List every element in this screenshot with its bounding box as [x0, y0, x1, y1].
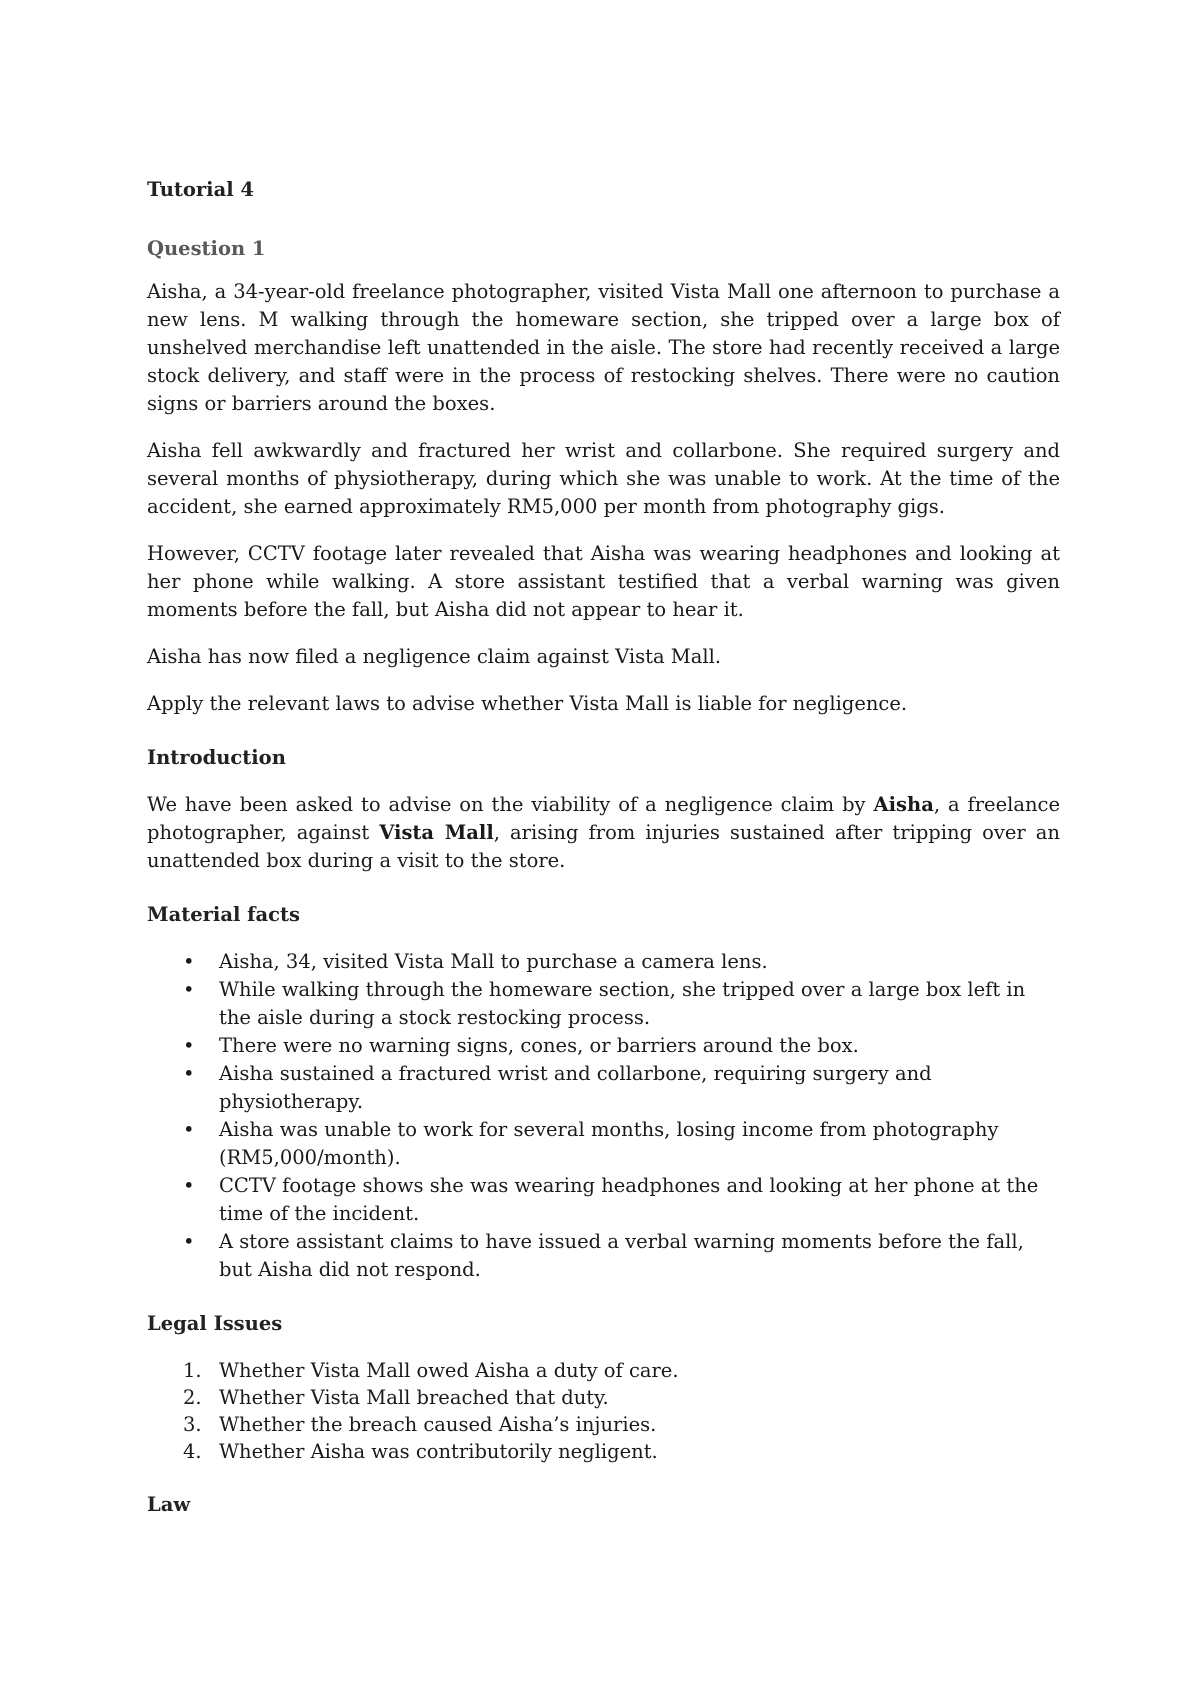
list-item [147, 1032, 1060, 1060]
list-item-text: Aisha was unable to work for several months, losing income from photography (RM5,000/month). [219, 1118, 999, 1169]
list-number: 1. [183, 1359, 202, 1382]
bullet-icon: • [183, 1174, 195, 1197]
list-item-text: There were no warning signs, cones, or barriers around the box. [219, 1034, 859, 1057]
list-item [147, 948, 1060, 976]
legal-issues-list [147, 1357, 1060, 1465]
question-paragraph: However, CCTV footage later revealed that Aisha was wearing headphones and looking at her phone while walking. A store assistant testified that a verbal warning was given moments before the fall, but Aisha did not appear to hear it. [147, 542, 1060, 621]
intro-text: , arising from injuries sustained after tripping over an unattended box during a visit to the store. [147, 821, 1060, 872]
list-item [147, 976, 1060, 1032]
list-item [147, 1411, 1060, 1438]
list-item [147, 1357, 1060, 1384]
question-paragraph: Aisha has now filed a negligence claim against Vista Mall. [147, 645, 722, 668]
bullet-icon: • [183, 1230, 195, 1253]
document-page [147, 176, 1060, 1538]
intro-text: We have been asked to advise on the viability of a negligence claim by [147, 793, 874, 816]
material-facts-heading: Material facts [147, 903, 301, 926]
question-paragraph: Apply the relevant laws to advise whether Vista Mall is liable for negligence. [147, 692, 908, 715]
list-item-text: Whether Vista Mall breached that duty. [219, 1386, 609, 1409]
list-number: 4. [183, 1440, 202, 1463]
list-number: 2. [183, 1386, 202, 1409]
question-heading: Question 1 [147, 237, 266, 260]
list-item-text: Aisha, 34, visited Vista Mall to purchase a camera lens. [219, 950, 768, 973]
introduction-heading: Introduction [147, 746, 286, 769]
list-item-text: Whether the breach caused Aisha’s injuries. [219, 1413, 657, 1436]
intro-bold-vista-mall: Vista Mall [379, 821, 494, 844]
list-item [147, 1116, 1060, 1172]
document-title: Tutorial 4 [147, 178, 254, 201]
list-item-text: While walking through the homeware section, she tripped over a large box left in the aisle during a stock restocking process. [219, 978, 1026, 1029]
law-heading: Law [147, 1493, 191, 1516]
material-facts-list [147, 948, 1060, 1284]
list-number: 3. [183, 1413, 202, 1436]
list-item-text: Whether Aisha was contributorily negligent. [219, 1440, 658, 1463]
list-item [147, 1060, 1060, 1116]
bullet-icon: • [183, 1062, 195, 1085]
list-item [147, 1384, 1060, 1411]
bullet-icon: • [183, 950, 195, 973]
bullet-icon: • [183, 978, 195, 1001]
legal-issues-heading: Legal Issues [147, 1312, 283, 1335]
list-item [147, 1438, 1060, 1465]
intro-bold-aisha: Aisha [873, 793, 934, 816]
list-item [147, 1228, 1060, 1284]
list-item-text: CCTV footage shows she was wearing headphones and looking at her phone at the time of the incident. [219, 1174, 1039, 1225]
list-item-text: Aisha sustained a fractured wrist and collarbone, requiring surgery and physiotherapy. [219, 1062, 932, 1113]
bullet-icon: • [183, 1034, 195, 1057]
intro-text: , a freelance photographer, against [147, 793, 1060, 844]
list-item-text: A store assistant claims to have issued a verbal warning moments before the fall, but Aisha did not respond. [219, 1230, 1024, 1281]
question-paragraph: Aisha, a 34-year-old freelance photographer, visited Vista Mall one afternoon to purchase a new lens. M walking through the homeware section, she tripped over a large box of unshelved merchandise left unattended in the aisle. The store had recently received a large stock delivery, and staff were in the process of restocking shelves. There were no caution signs or barriers around the boxes. [147, 280, 1060, 415]
list-item-text: Whether Vista Mall owed Aisha a duty of care. [219, 1359, 679, 1382]
bullet-icon: • [183, 1118, 195, 1141]
list-item [147, 1172, 1060, 1228]
question-paragraph: Aisha fell awkwardly and fractured her wrist and collarbone. She required surgery and several months of physiotherapy, during which she was unable to work. At the time of the accident, she earned approximately RM5,000 per month from photography gigs. [147, 439, 1060, 518]
introduction-paragraph [147, 791, 1060, 875]
